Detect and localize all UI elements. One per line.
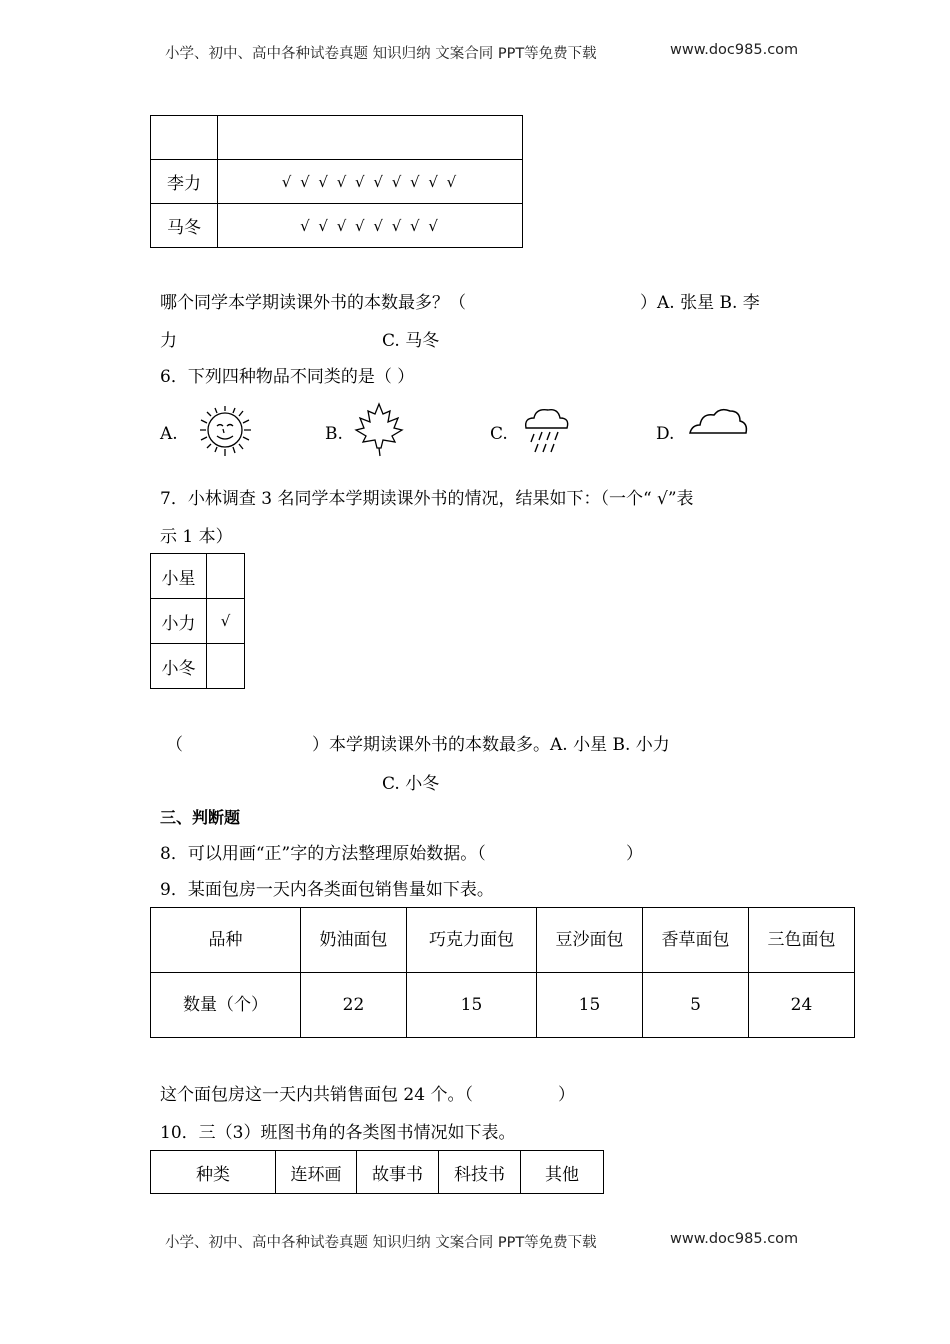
reading-table-1 [150, 115, 523, 248]
table-row [151, 204, 523, 248]
table-cell: 小力 [151, 599, 207, 644]
table-row [151, 908, 855, 973]
section-title: 三、判断题 [160, 808, 241, 827]
q6-option-c-label: C. [490, 424, 508, 444]
table-row [151, 116, 523, 160]
table-cell: 李力 [151, 160, 218, 204]
table-header-cell: 豆沙面包 [537, 908, 643, 973]
table-cell: 小星 [151, 554, 207, 599]
q7-answer-options: ）本学期读课外书的本数最多。A. 小星 B. 小力 [312, 735, 670, 755]
q6-option-d-label: D. [656, 424, 675, 444]
q7-question-line1: 7．小林调查 3 名同学本学期读课外书的情况，结果如下：（一个“ √”表 [160, 489, 694, 509]
table-header-cell: 香草面包 [643, 908, 749, 973]
table-cell: 小冬 [151, 644, 207, 689]
q8-answer-close: ） [626, 844, 643, 864]
maple-leaf-icon [354, 402, 404, 458]
q7-answer-open: （ [166, 735, 183, 755]
bread-sales-table [150, 907, 855, 1038]
table-cell: 15 [537, 973, 643, 1038]
q9-statement: 这个面包房这一天内共销售面包 24 个。（ [160, 1085, 473, 1105]
table-header-cell: 其他 [521, 1151, 604, 1194]
q5-options-a: ）A. 张星 B. 李 [640, 293, 760, 313]
table-cell [151, 116, 218, 160]
q9-question: 9．某面包房一天内各类面包销售量如下表。 [160, 880, 494, 900]
book-corner-table [150, 1150, 604, 1194]
table-header-cell: 故事书 [357, 1151, 439, 1194]
q8-question: 8．可以用画“正”字的方法整理原始数据。（ [160, 844, 486, 864]
table-cell: 15 [407, 973, 537, 1038]
q6-option-a-label: A. [160, 424, 178, 444]
table-cell: 22 [301, 973, 407, 1038]
table-header-cell: 巧克力面包 [407, 908, 537, 973]
table-header-cell: 科技书 [439, 1151, 521, 1194]
q6-question: 6．下列四种物品不同类的是（ ） [160, 367, 415, 387]
header-url: www.doc985.com [670, 42, 799, 58]
header-text: 小学、初中、高中各种试卷真题 知识归纳 文案合同 PPT等免费下载 [165, 46, 597, 62]
table-cell: 5 [643, 973, 749, 1038]
q7-question-line2: 示 1 本） [160, 527, 233, 547]
table-row [151, 554, 245, 599]
cloud-icon [688, 405, 750, 437]
sun-icon [190, 400, 260, 462]
table-header-cell: 三色面包 [749, 908, 855, 973]
table-header-cell: 连环画 [276, 1151, 357, 1194]
table-cell: 马冬 [151, 204, 218, 248]
table-cell: √ [207, 599, 245, 644]
table-cell: √ √ √ √ √ √ √ √ [218, 204, 523, 248]
q6-option-b-label: B. [325, 424, 343, 444]
q10-question: 10．三（3）班图书角的各类图书情况如下表。 [160, 1123, 516, 1143]
rain-cloud-icon [520, 406, 572, 454]
q5-question: 哪个同学本学期读课外书的本数最多？（ [160, 293, 466, 313]
table-header-cell: 种类 [151, 1151, 276, 1194]
q5-options-cont: 力 [160, 331, 177, 351]
table-cell: 24 [749, 973, 855, 1038]
table-cell: √ √ √ √ √ √ √ √ √ √ [218, 160, 523, 204]
reading-table-2 [150, 553, 245, 689]
footer-url: www.doc985.com [670, 1231, 799, 1247]
table-row [151, 644, 245, 689]
table-cell [207, 554, 245, 599]
q5-option-c: C. 马冬 [382, 331, 440, 351]
table-row [151, 160, 523, 204]
table-header-cell: 奶油面包 [301, 908, 407, 973]
table-row-label: 数量（个） [151, 973, 301, 1038]
table-cell [207, 644, 245, 689]
table-row [151, 599, 245, 644]
table-row [151, 1151, 604, 1194]
table-row [151, 973, 855, 1038]
footer-text: 小学、初中、高中各种试卷真题 知识归纳 文案合同 PPT等免费下载 [165, 1235, 597, 1251]
table-cell [218, 116, 523, 160]
q7-option-c: C. 小冬 [382, 774, 440, 794]
q9-answer-close: ） [558, 1085, 575, 1105]
table-header-cell: 品种 [151, 908, 301, 973]
